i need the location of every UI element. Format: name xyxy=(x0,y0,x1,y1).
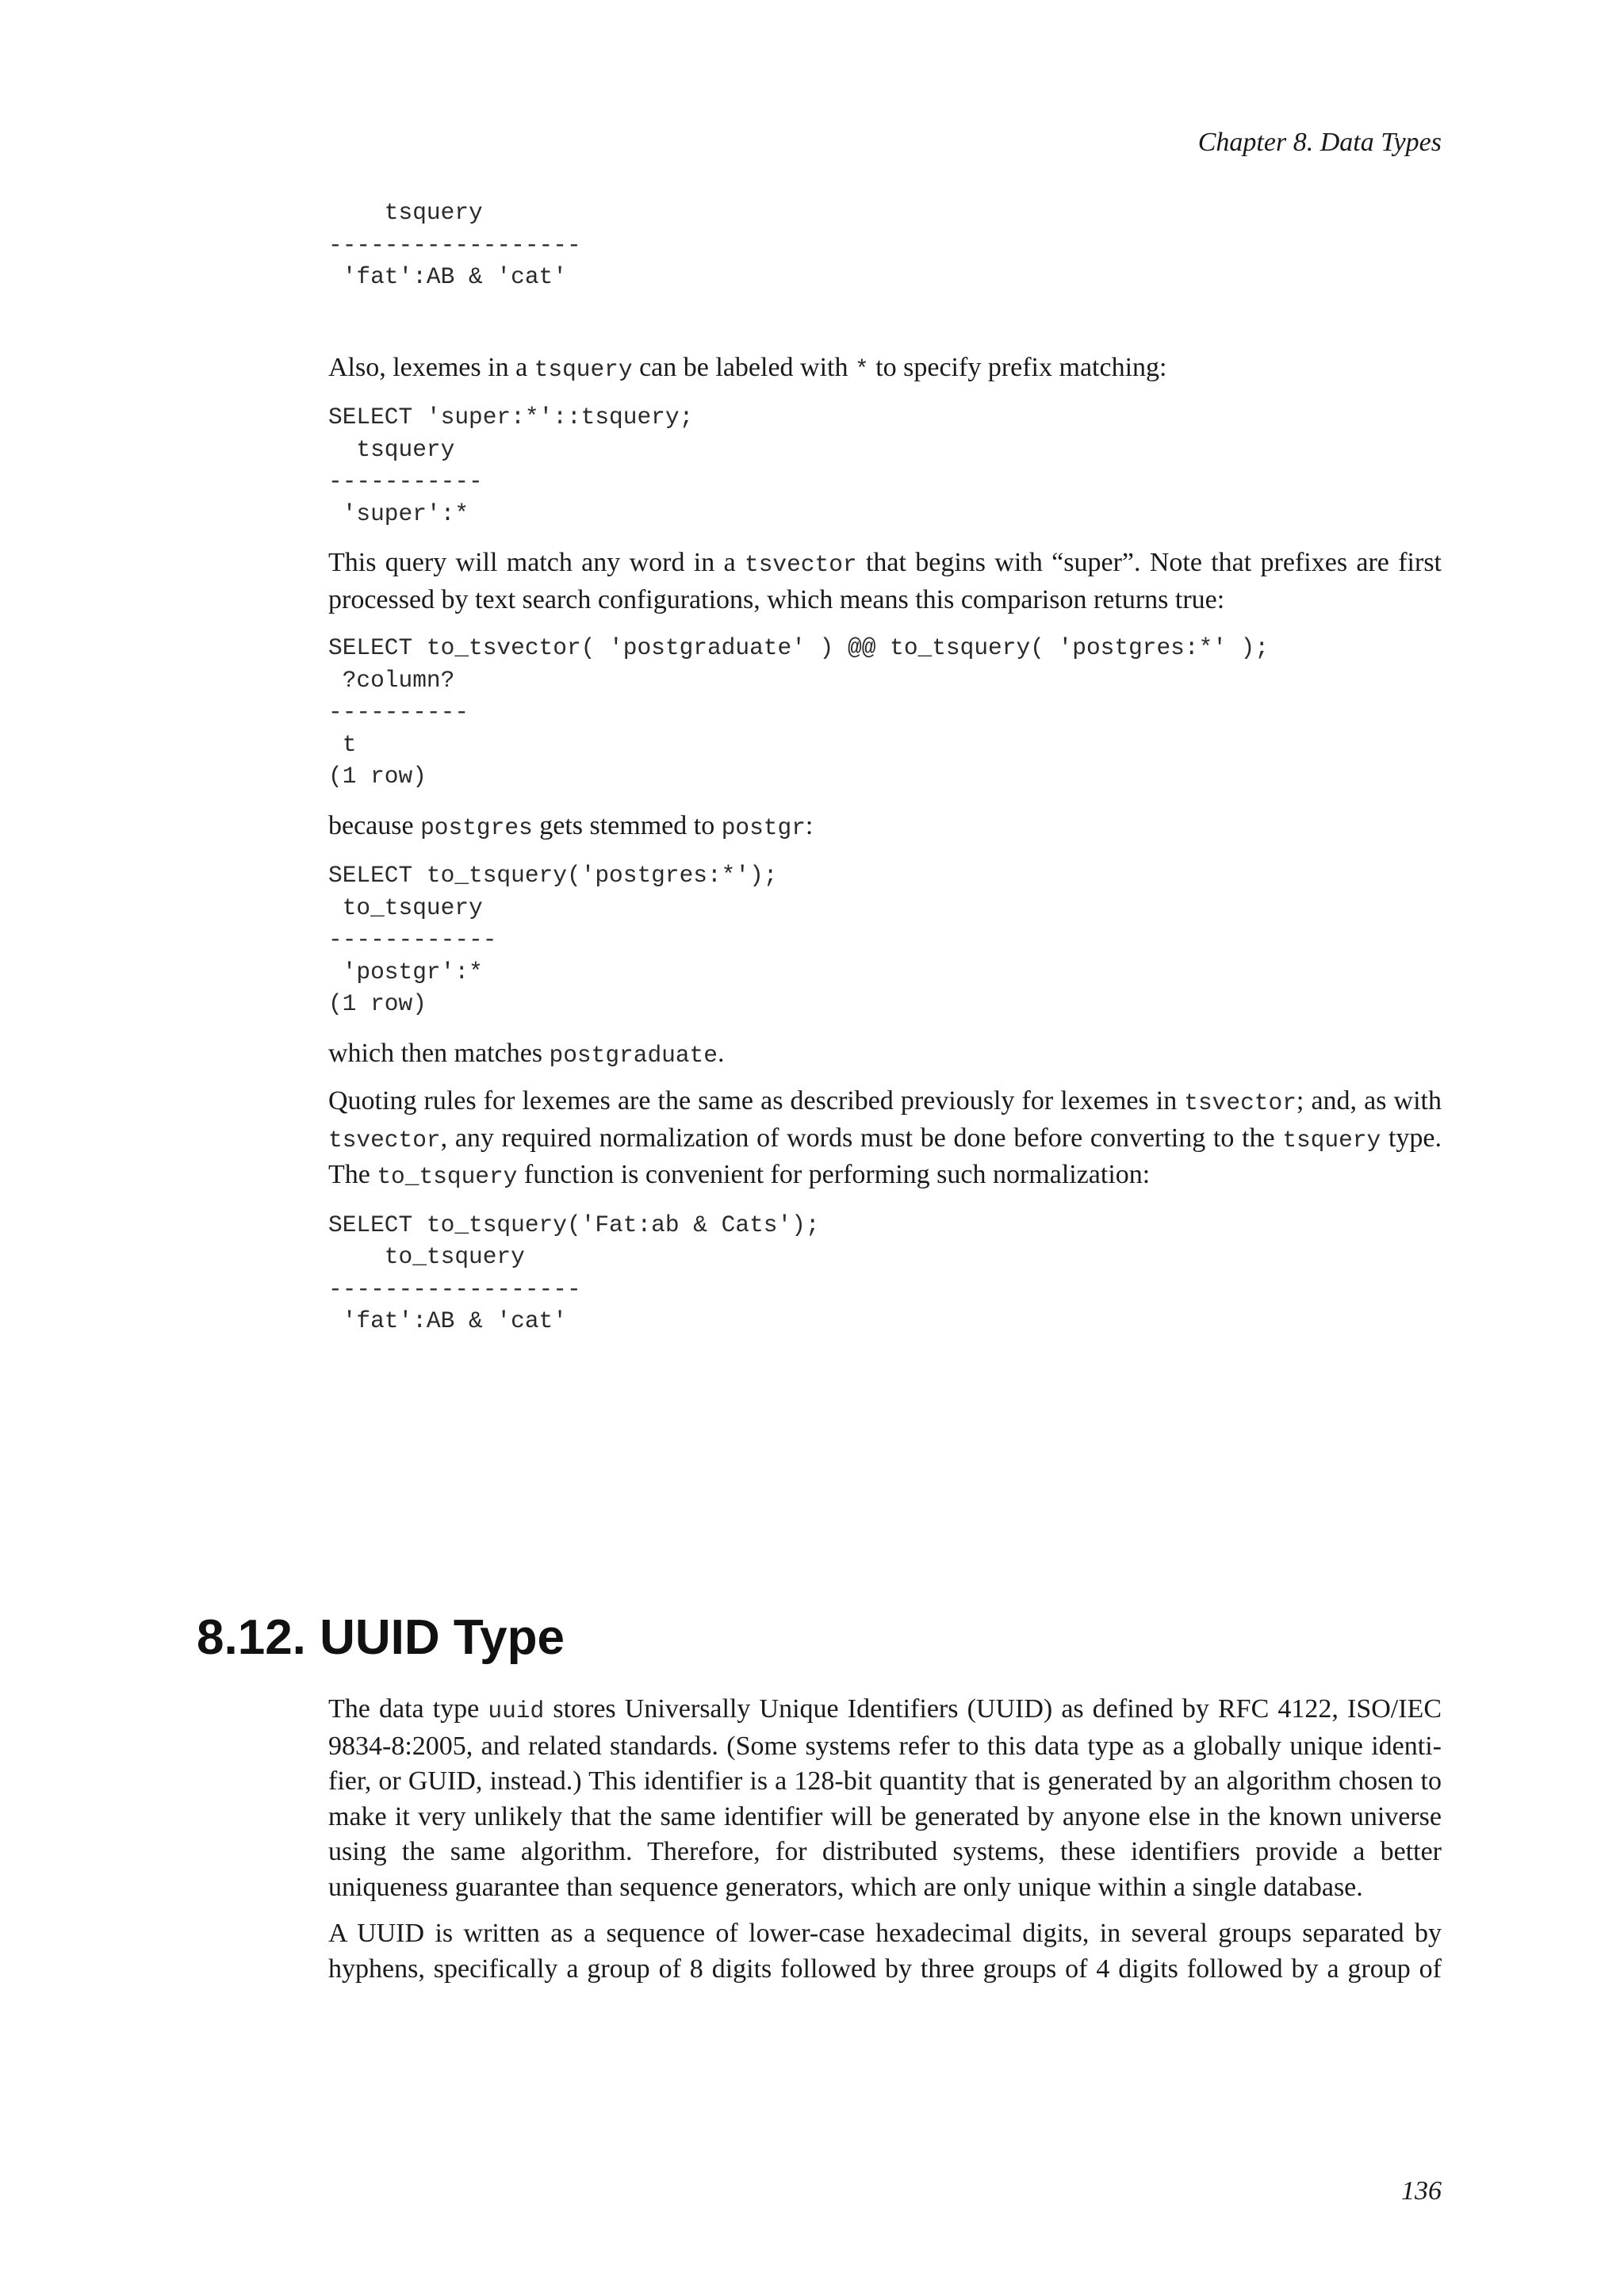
inline-code: postgraduate xyxy=(549,1041,718,1069)
code-block-fat-cats: SELECT to_tsquery('Fat:ab & Cats'); to_tsquery ------------------ 'fat':AB & 'cat' xyxy=(328,1211,820,1334)
inline-code: tsvector xyxy=(1184,1089,1297,1116)
section-title: 8.12. UUID Type xyxy=(197,1610,565,1665)
section-body xyxy=(328,1692,1442,1987)
running-header: Chapter 8. Data Types xyxy=(1197,128,1442,157)
inline-code: tsquery xyxy=(1282,1126,1381,1154)
paragraph-then-matches: which then matches postgraduate. xyxy=(328,1038,725,1069)
paragraph-prefix-matching: Also, lexemes in a tsquery can be labeled with * to specify prefix matching: xyxy=(328,352,1167,383)
paragraph-stemming: because postgres gets stemmed to postgr: xyxy=(328,810,814,841)
inline-code: postgres xyxy=(420,813,533,841)
paragraph-match-any-word: This query will match any word in a tsvector that begins with “super”. Note that prefixes are first processed by text search configurations, which means this comparison returns true: xyxy=(328,548,1442,614)
paragraph-uuid-format: A UUID is written as a sequence of lower-case hexadecimal digits, in several groups separated by hyphens, specifically a group of 8 digits followed by three groups of 4 digits followed by a group of xyxy=(328,1919,1442,1984)
inline-code: tsvector xyxy=(745,551,857,578)
code-block-postgr-prefix: SELECT to_tsquery('postgres:*'); to_tsquery ------------ 'postgr':* (1 row) xyxy=(328,862,778,1017)
inline-code: * xyxy=(854,355,869,383)
page-number: 136 xyxy=(1401,2176,1442,2206)
code-block-postgraduate-match: SELECT to_tsvector( 'postgraduate' ) @@ to_tsquery( 'postgres:*' ); ?column? ---------- t (1 row) xyxy=(328,634,1270,790)
main-content xyxy=(328,197,1442,1337)
code-block-tsquery-result: tsquery ------------------ 'fat':AB & 'cat' xyxy=(328,199,581,290)
inline-code: to_tsquery xyxy=(377,1163,518,1190)
paragraph-quoting-rules: Quoting rules for lexemes are the same as described previously for lexemes in tsvector; and, as with tsvector, any required normalization of words must be done before converting to the tsquery type. The to_tsquery function is convenient for performing such normalization: xyxy=(328,1086,1442,1190)
paragraph-uuid-definition: The data type uuid stores Universally Unique Identifiers (UUID) as defined by RFC 4122, ISO/IEC 9834-8:2005, and related standards. (Some systems refer to this data type as a globally unique identifier, or GUID, instead.) This identifier is a 128-bit quantity that is generated by an algorithm chosen to make it very unlikely that the same identifier will be generated by anyone else in the known universe using the same algorithm. Therefore, for distributed systems, these identifiers provide a better uniqueness guarantee than sequence generators, which are only unique within a single database. xyxy=(328,1694,1442,1902)
inline-code: tsquery xyxy=(534,355,633,383)
code-block-super-prefix: SELECT 'super:*'::tsquery; tsquery ----------- 'super':* xyxy=(328,404,694,527)
inline-code: tsvector xyxy=(328,1126,441,1154)
inline-code: postgr xyxy=(721,813,806,841)
inline-code: uuid xyxy=(488,1697,545,1724)
